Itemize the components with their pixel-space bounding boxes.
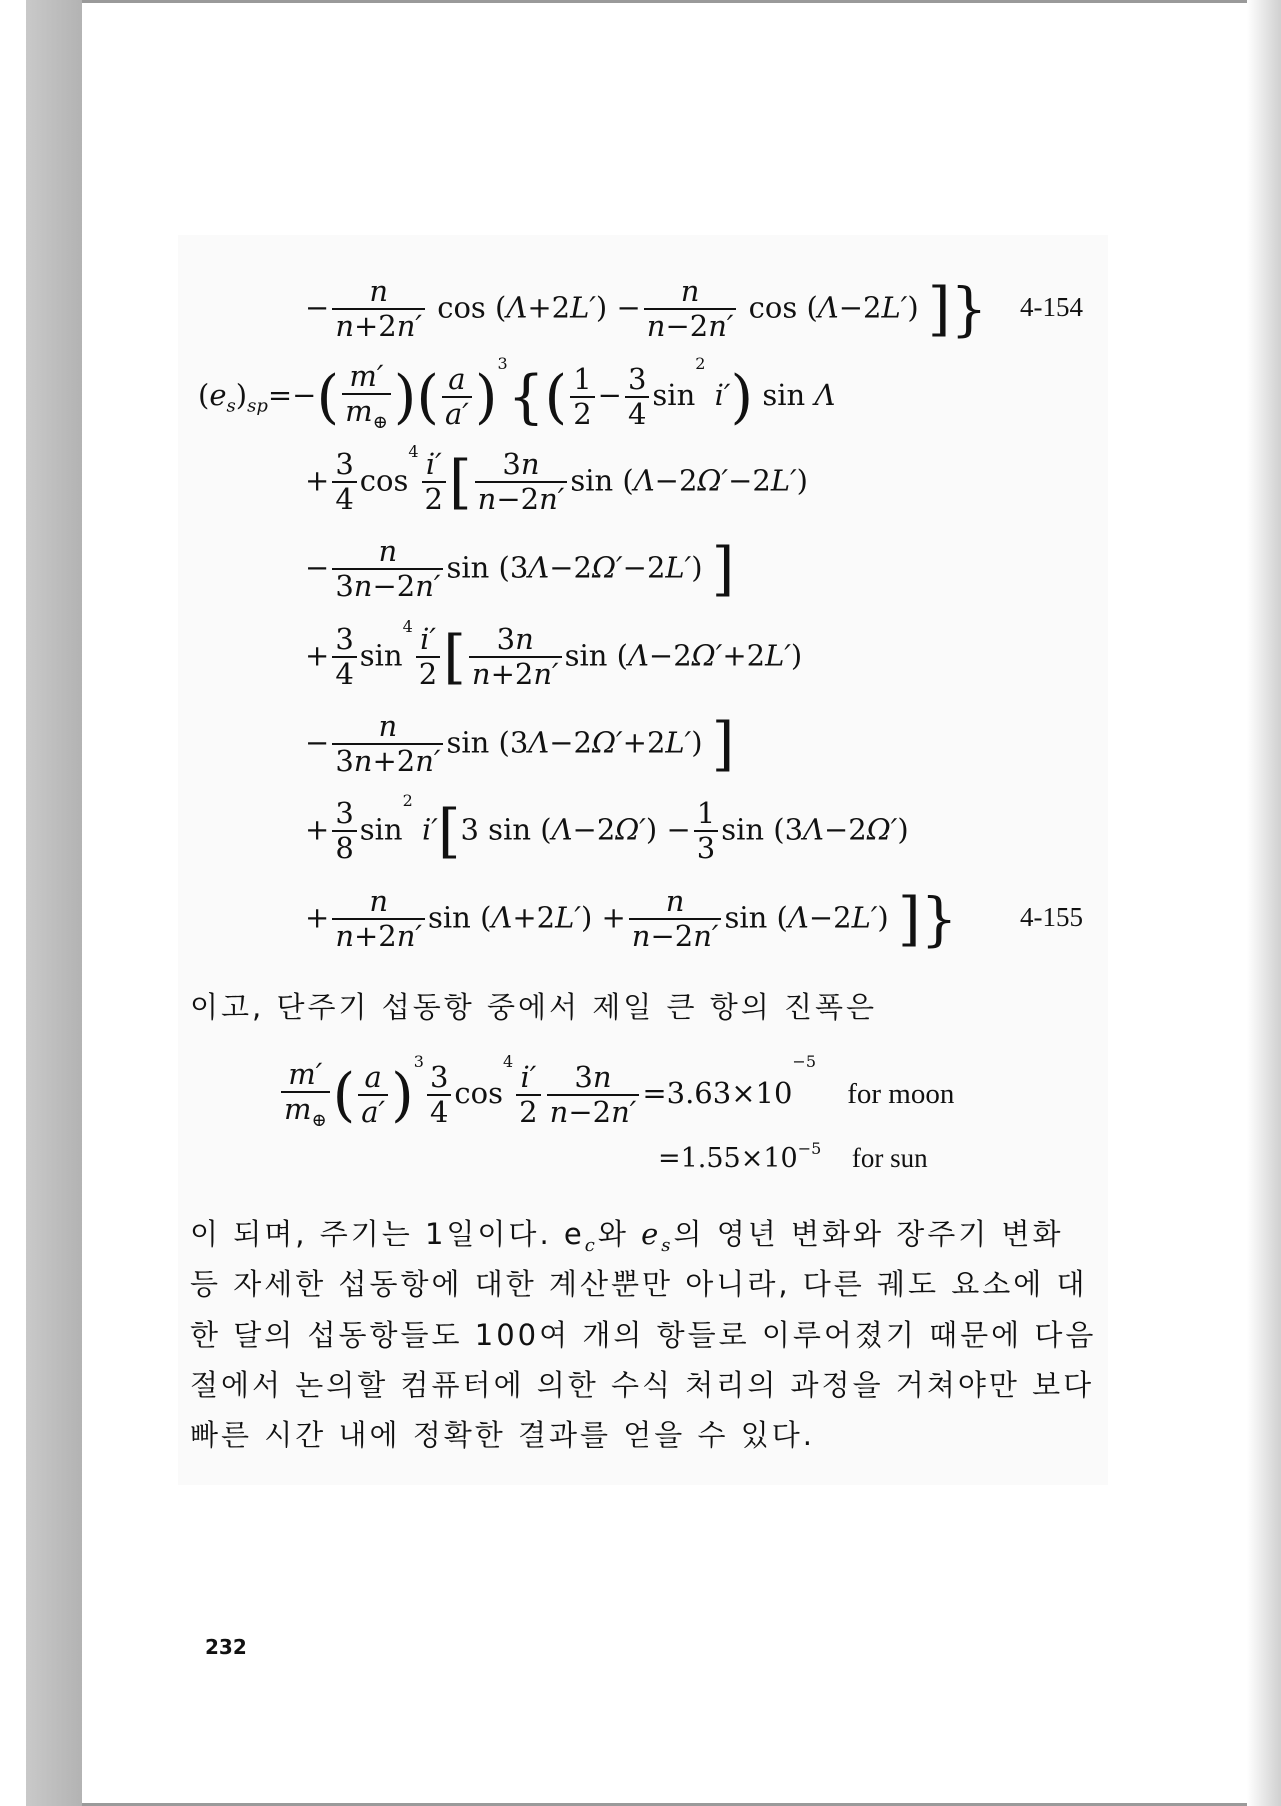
sun-value: =1.55×10 <box>658 1143 798 1174</box>
page-right-edge <box>1247 0 1281 1806</box>
paragraph-line-1: 이 되며, 주기는 1일이다. $e_c$와 $e_s$의 영년 변화와 장주기 변화 <box>190 1217 1064 1256</box>
book-spine <box>26 0 82 1806</box>
equation-line-155-4: + $\frac{3}{4}$ $\sin^4$ $\frac{i'}{2}$ [ $\frac{3n}{n+2n'}$ sin (Λ−2Ω′+2L′) <box>305 617 803 692</box>
page-number: 232 <box>205 1635 247 1659</box>
moon-exponent: −5 <box>792 1052 816 1071</box>
paragraph-line-4: 절에서 논의할 컴퓨터에 의한 수식 처리의 과정을 거쳐야만 보다 <box>190 1368 1095 1402</box>
equation-line-155-2: + $\frac{3}{4}$ $\cos^4$ $\frac{i'}{2}$ [ $\frac{3n}{n-2n'}$ sin (Λ−2Ω′−2L′) <box>305 442 808 517</box>
moon-label: for moon <box>847 1077 955 1110</box>
sun-exponent: −5 <box>797 1139 822 1158</box>
equation-line-155-7: + $\frac{n}{n+2n'}$ sin (Λ+2L′) + $\frac{n}{n-2n'}$ sin (Λ−2L′) ]} <box>305 884 958 954</box>
page-top-edge <box>82 0 1281 3</box>
paragraph-line-3: 한 달의 섭동항들도 100여 개의 항들로 이루어졌기 때문에 다음 <box>190 1318 1097 1352</box>
intro-text: 이고, 단주기 섭동항 중에서 제일 큰 항의 진폭은 <box>190 990 878 1024</box>
sun-result <box>658 1139 928 1174</box>
paragraph-line-2: 등 자세한 섭동항에 대한 계산뿐만 아니라, 다른 궤도 요소에 대 <box>190 1267 1088 1301</box>
amplitude-expression: $\frac{m'}{m_\oplus}$ ( $\frac{a}{a'}$ )$^3$ $\frac{3}{4}$ $\cos^4$ $\frac{i'}{2}$ $\frac{3n}{n-2n'}$ $=3.63\times 10^{-5}$ for moon <box>278 1058 954 1132</box>
equation-line-155-6: + $\frac{3}{8}$ $\sin^2 i'[3$ sin (Λ−2Ω′) − $\frac{1}{3}$ sin (3Λ−2Ω′) <box>305 791 909 866</box>
equation-line-154: − $\frac{n}{n+2n'}$ cos (Λ+2L′) − $\frac{n}{n-2n'}$ cos (Λ−2L′) ]} <box>305 274 988 344</box>
equation-line-155-5: − $\frac{n}{3n+2n'}$ sin (3Λ−2Ω′+2L′) ] <box>305 709 735 779</box>
equation-line-155-1: $(e_s)_{sp}=-$( $\frac{m'}{m_\oplus}$ )( $\frac{a}{a'}$ )$^3${( $\frac{1}{2}$ − $\frac{3}{4}$ $\sin^2 i'$) sin Λ <box>198 354 836 434</box>
equation-number-154: 4-154 <box>1020 292 1083 322</box>
equation-line-155-3: − $\frac{n}{3n-2n'}$ sin (3Λ−2Ω′−2L′) ] <box>305 534 735 604</box>
moon-value: =3.63×10 <box>642 1075 793 1110</box>
sun-label: for sun <box>851 1143 928 1173</box>
paragraph-line-5: 빠른 시간 내에 정확한 결과를 얻을 수 있다. <box>190 1418 815 1452</box>
equation-number-155: 4-155 <box>1020 902 1083 932</box>
